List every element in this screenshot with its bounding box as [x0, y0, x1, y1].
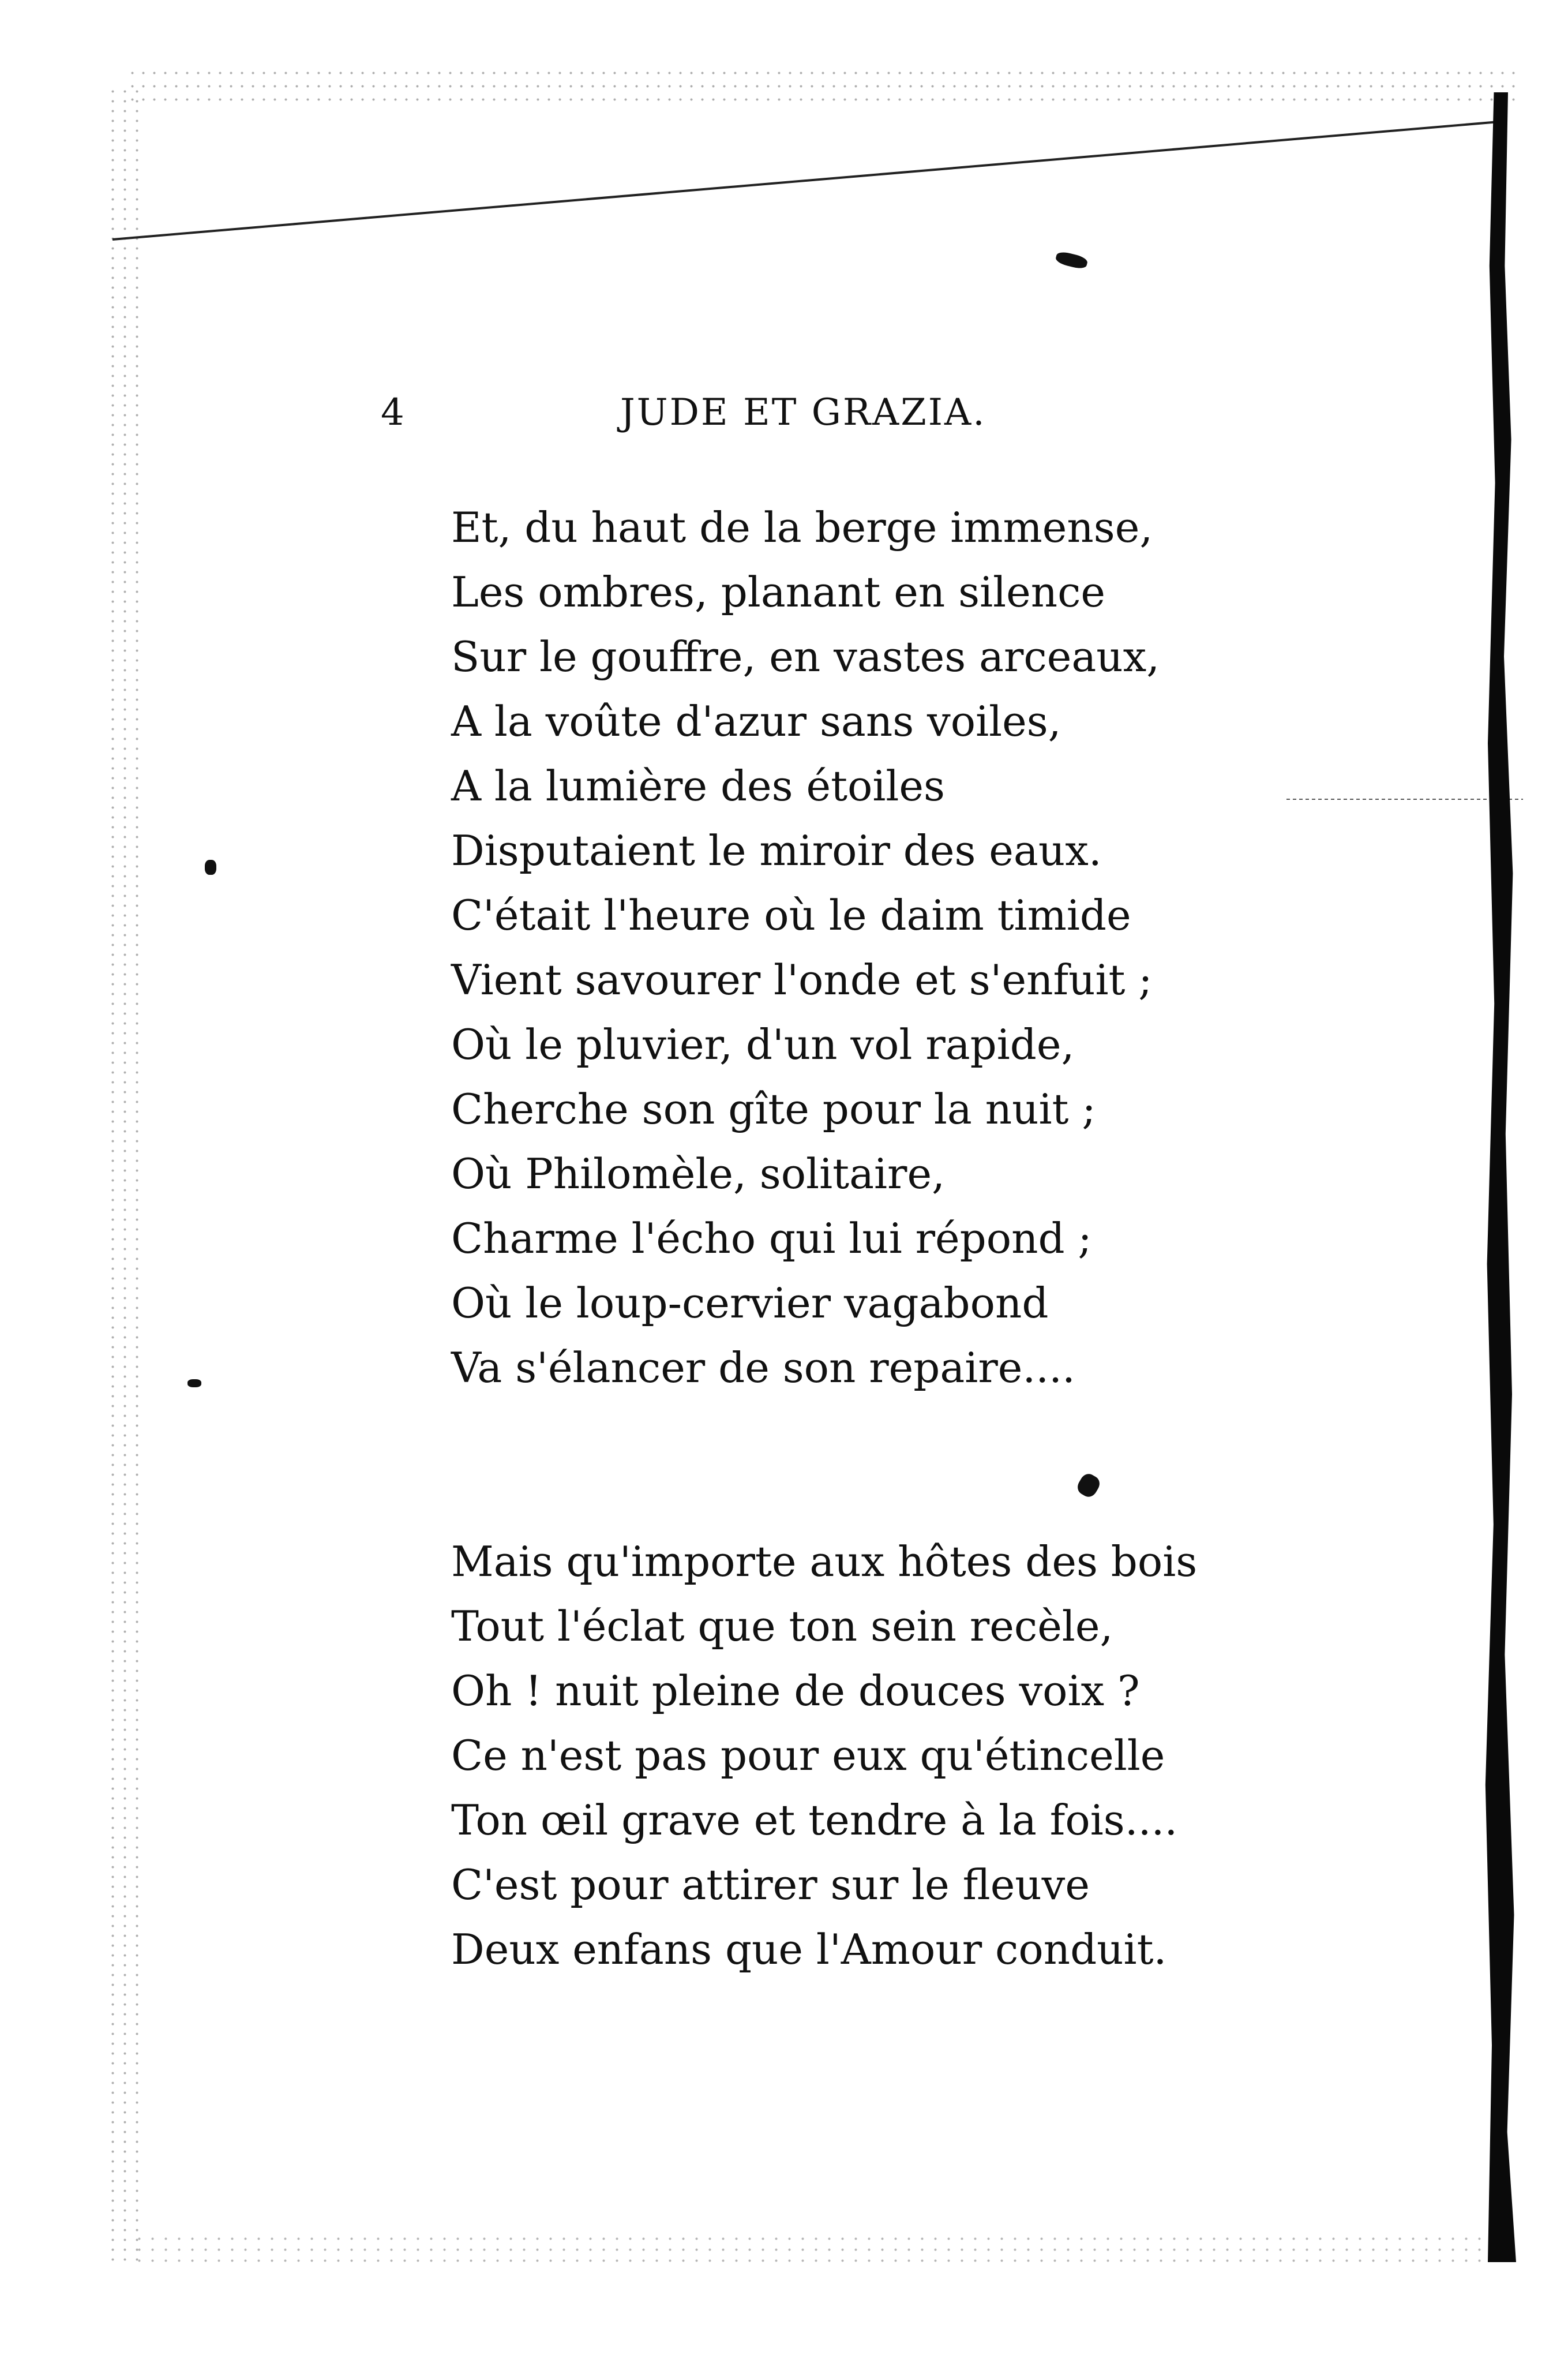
verse-line: Où le pluvier, d'un vol rapide,	[451, 1020, 1075, 1069]
stanza	[451, 1529, 1432, 1982]
verse-line: A la lumière des étoiles	[451, 762, 945, 810]
verse-line: Tout l'éclat que ton sein recèle,	[451, 1602, 1113, 1650]
verse-line: Sur le gouffre, en vastes arceaux,	[451, 632, 1160, 681]
verse-line: Et, du haut de la berge immense,	[451, 503, 1153, 552]
verse-line: Deux enfans que l'Amour conduit.	[451, 1925, 1167, 1974]
verse-line: C'est pour attirer sur le fleuve	[451, 1860, 1090, 1909]
verse-line: Va s'élancer de son repaire....	[451, 1343, 1075, 1392]
ink-blot	[205, 860, 216, 875]
verse-line: Cherche son gîte pour la nuit ;	[451, 1085, 1096, 1133]
verse-line: C'était l'heure où le daim timide	[451, 891, 1131, 939]
verse-line: Mais qu'importe aux hôtes des bois	[451, 1537, 1198, 1586]
verse-line: Où le loup-cervier vagabond	[451, 1279, 1049, 1327]
verse-line: A la voûte d'azur sans voiles,	[451, 697, 1061, 746]
page-number: 4	[381, 391, 405, 434]
verse-line: Ton œil grave et tendre à la fois....	[451, 1796, 1178, 1844]
verse-line: Ce n'est pas pour eux qu'étincelle	[451, 1731, 1165, 1780]
running-title: JUDE ET GRAZIA.	[620, 391, 986, 434]
page-header	[0, 384, 1568, 441]
verse-line: Les ombres, planant en silence	[451, 568, 1106, 616]
verse-line: Oh ! nuit pleine de douces voix ?	[451, 1667, 1140, 1715]
ink-blot	[187, 1379, 201, 1387]
poem-body	[451, 495, 1432, 1982]
verse-line: Charme l'écho qui lui répond ;	[451, 1214, 1092, 1263]
verse-line: Vient savourer l'onde et s'enfuit ;	[451, 956, 1153, 1004]
verse-line: Disputaient le miroir des eaux.	[451, 826, 1102, 875]
verse-line: Où Philomèle, solitaire,	[451, 1150, 945, 1198]
stanza	[451, 495, 1432, 1400]
